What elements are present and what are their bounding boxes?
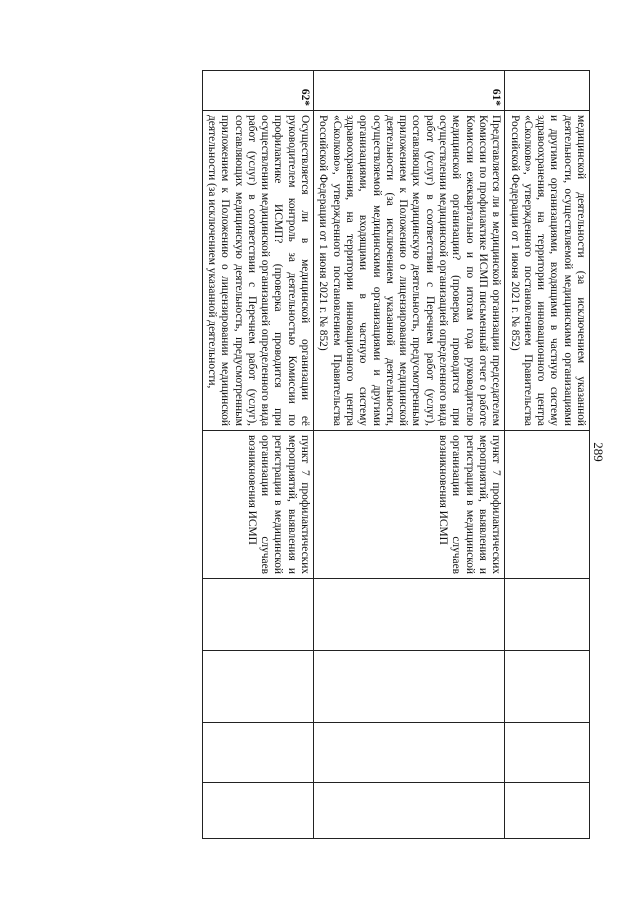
row-number: 62*: [202, 71, 313, 111]
row-number: [505, 71, 590, 111]
answer-no-cell: [505, 651, 590, 723]
answer-na-cell: [505, 723, 590, 783]
answer-yes-cell: [314, 579, 505, 651]
requirement-text: Осуществляется ли в медицинской организации её руководителем контроль за деятельностью Комиссии по профилактике ИСМП? (проверка проводится при осуществлении медицинской организацией определенного вида работ (услуг) в соответствии с Перечнем работ (услуг), составляющих медицинскую деятельность, предусмотренным приложением к Положению о лицензировании медицинской деятельности (за исключением указанной деятельности,: [202, 111, 313, 431]
notes-cell: [314, 783, 505, 839]
legal-reference: пункт 7 профилактических мероприятий, выявления и регистрации в медицинской организации случаев возникновения ИСМП: [314, 431, 505, 579]
row-number: 61*: [314, 71, 505, 111]
page-number: 289: [591, 442, 606, 462]
table-row: [202, 71, 313, 839]
answer-no-cell: [202, 651, 313, 723]
requirement-text: Представляется ли в медицинской организации председателем Комиссии по профилактике ИСМП письменный отчет о работе Комиссии ежеквартально и по итогам года руководителю медицинской организации? (проверка проводится при осуществлении медицинской организацией определенного вида работ (услуг) в соответствии с Перечнем работ (услуг), составляющих медицинскую деятельность, предусмотренным приложением к Положению о лицензировании медицинской деятельности (за исключением указанной деятельности, осуществляемой медицинскими организациями и другими организациями, входящими в частную систему здравоохранения, на территории инновационного центра «Сколково», утвержденного постановлением Правительства Российской Федерации от 1 июня 2021 г. № 852): [314, 111, 505, 431]
table-row: [505, 71, 590, 839]
answer-yes-cell: [505, 579, 590, 651]
answer-no-cell: [314, 651, 505, 723]
notes-cell: [202, 783, 313, 839]
legal-reference: пункт 7 профилактических мероприятий, выявления и регистрации в медицинской организации случаев возникновения ИСМП: [202, 431, 313, 579]
requirement-text: медицинской деятельности (за исключением указанной деятельности, осуществляемой медицинскими организациями и другими организациями, входящими в частную систему здравоохранения, на территории инновационного центра «Сколково», утвержденного постановлением Правительства Российской Федерации от 1 июня 2021 г. № 852): [505, 111, 590, 431]
answer-yes-cell: [202, 579, 313, 651]
legal-reference: [505, 431, 590, 579]
checklist-table: [202, 70, 590, 839]
notes-cell: [505, 783, 590, 839]
answer-na-cell: [202, 723, 313, 783]
rotated-table-container: [70, 70, 590, 838]
answer-na-cell: [314, 723, 505, 783]
table-row: [314, 71, 505, 839]
